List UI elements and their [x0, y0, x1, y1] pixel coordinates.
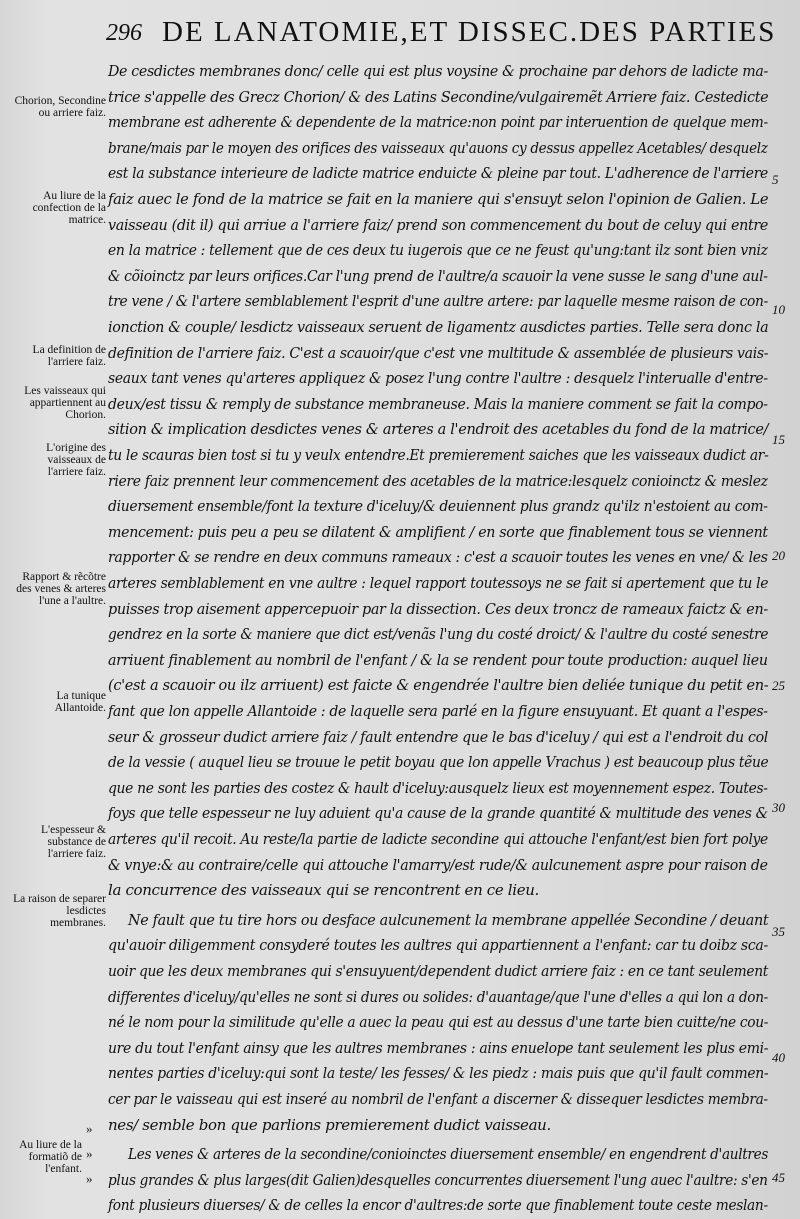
text-line: seaux tant venes qu'arteres appliquez & posez l'ung contre l'aultre : desquelz l'interualle d'entre-	[108, 369, 768, 388]
text-line: nes/ semble bon que parlions premierement dudict vaisseau.	[108, 1115, 551, 1134]
text-line: diuersement ensemble/font la texture d'iceluy/& deuiennent plus grandz qu'ilz n'estoient au com-	[108, 497, 768, 516]
line-number: 10	[772, 302, 785, 317]
line-number: 30	[772, 800, 785, 815]
line-number: 15	[772, 432, 785, 447]
text-line: font plusieurs diuerses/ & de celles la encor d'aultres:de sorte que finablement toute ceste meslan-	[108, 1196, 768, 1215]
text-line: est la substance interieure de ladicte matrice enduicte & pleine par tout. L'adherence de l'arriere	[108, 164, 768, 183]
text-line: ure du tout l'enfant ainsy que les aultres membranes : ains enuelope tant seulement les plus emi-	[108, 1038, 769, 1057]
text-line: trice s'appelle des Grecz Chorion/ & des Latins Secondine/vulgairemẽt Arriere faiz. Cestedicte	[108, 87, 769, 106]
text-line: Les venes & arteres de la secondine/conioinctes diuersement ensemble/ en engendrent d'aultres	[128, 1145, 768, 1164]
text-line: né le nom pour la similitude qu'elle a auec la peau qui est au dessus d'une tarte bien cuitte/ne cou-	[108, 1013, 769, 1032]
text-line: foys que telle espesseur ne luy aduient qu'a cause de la grande quantité & multitude des venes &	[108, 804, 768, 823]
text-line: nentes parties d'iceluy:qui sont la teste/ les fesses/ & les piedz : mais puis que qu'il fault commen-	[108, 1064, 769, 1083]
text-line: & vnye:& au contraire/celle qui attouche l'amarry/est rude/& aulcunement aspre pour raison de	[108, 855, 768, 874]
line-number: 5	[772, 172, 779, 187]
text-line: ionction & couple/ lesdictz vaisseaux seruent de ligamentz ausdictes parties. Telle sera donc la	[108, 318, 769, 336]
text-line: tre vene / & l'artere semblablement l'esprit d'une aultre artere: par laquelle mesme raison de con-	[108, 292, 768, 311]
margin-note: La raison de separer lesdictes membranes.	[13, 893, 106, 929]
text-line: (c'est a scauoir ou ilz arriuent) est faicte & engendrée l'aultre bien deliée tunique du petit en-	[108, 676, 769, 695]
margin-note: Rapport & rẽcõtre des venes & arteres l'une a l'aultre.	[16, 571, 106, 607]
quote-mark: »	[86, 1146, 93, 1161]
text-line: que ne sont les parties des costez & hault d'iceluy:ausquelz lieux est moyennement espez. Toutes-	[108, 778, 768, 797]
text-line: la concurrence des vaisseaux qui se rencontrent en ce lieu.	[108, 881, 539, 900]
margin-note: La definition de l'arriere faiz.	[32, 344, 106, 368]
line-number: 20	[772, 548, 785, 563]
text-line: de la vessie ( auquel lieu se trouue le petit boyau que lon appelle Vrachus ) est beaucoup plus tẽue	[108, 753, 769, 772]
text-line: rapporter & se rendre en deux communs rameaux : c'est a scauoir toutes les venes en vne/ & les	[108, 548, 768, 567]
line-number: 25	[772, 678, 785, 693]
text-line: deux/est tissu & remply de substance membraneuse. Mais la maniere comment se fait la compo-	[108, 394, 768, 413]
margin-note: Les vaisseaux qui appartiennent au Chorion.	[24, 385, 106, 421]
quote-mark: »	[86, 1121, 93, 1136]
text-line: plus grandes & plus larges(dit Galien)desquelles concurrentes diuersement l'ung auec l'aultre: s'en	[108, 1170, 768, 1189]
text-line: tu le scauras bien tost si tu y veulx entendre.Et premierement saiches que les vaisseaux dudict ar-	[108, 446, 769, 464]
page-number: 296	[106, 20, 142, 46]
text-line: seur & grosseur dudict arriere faiz / fault entendre que le bas d'iceluy / qui est a l'endroit du col	[108, 727, 769, 746]
running-title: DE LANATOMIE,ET DISSEC.DES PARTIES	[162, 16, 777, 48]
text-line: membrane est adherente & dependente de la matrice:non point par interuention de quelque mem-	[108, 113, 768, 132]
text-line: vaisseau (dit il) qui arriue a l'arriere faiz/ prend son commencement du bout de celuy qui entre	[108, 215, 769, 234]
margin-note: La tunique Allantoide.	[54, 690, 106, 714]
line-number: 40	[772, 1050, 785, 1065]
text-line: Ne fault que tu tire hors ou desface aulcunement la membrane appellée Secondine / deuant	[128, 910, 769, 929]
quote-mark: »	[86, 1171, 93, 1186]
margin-note: L'origine des vaisseaux de l'arriere faiz.	[46, 442, 106, 478]
margin-note: Au liure de la formatiõ de l'enfant.	[19, 1139, 82, 1175]
text-line: mencement: puis peu a peu se dilatent & amplifient / en sorte que finablement tous se viennent	[108, 522, 768, 541]
margin-note: Au liure de la confection de la matrice.	[32, 190, 106, 226]
line-number: 45	[772, 1170, 785, 1185]
text-line: uoir que les deux membranes qui s'ensuyuent/dependent dudict arriere faiz : en ce tant seulement	[108, 962, 769, 980]
text-line: faiz auec le fond de la matrice se fait en la maniere qui s'ensuyt selon l'opinion de Galien. Le	[108, 190, 769, 208]
text-line: cer par le vaisseau qui est inseré au nombril de l'enfant a discerner & dissequer lesdictes membra-	[108, 1090, 768, 1108]
text-line: puisses trop aisement appercepuoir par la dissection. Ces deux troncz de rameaux faictz & en-	[108, 599, 768, 618]
text-line: arriuent finablement au nombril de l'enfant / & la se rendent pour toute production: auquel lieu	[108, 650, 768, 669]
line-number: 35	[772, 924, 785, 939]
text-line: differentes d'iceluy/qu'elles ne sont si dures ou solides: d'auantage/que l'une d'elles a qui lon a don-	[108, 987, 768, 1006]
text-line: fant que lon appelle Allantoide : de laquelle sera parlé en la figure ensuyuant. Et quant a l'espes-	[108, 702, 768, 720]
text-line: gendrez en la sorte & maniere que dict est/venãs l'ung du costé droict/ & l'aultre du costé senestre	[108, 625, 769, 644]
text-line: en la matrice : tellement que de ces deux tu iugerois que ce ne feust qu'ung:tant ilz sont bien vniz	[108, 241, 768, 260]
text-line: & cõioinctz par leurs orifices.Car l'ung prend de l'aultre/a scauoir la vene susse le sang d'une aul-	[108, 266, 768, 285]
text-line: riere faiz prennent leur commencement des acetables de la matrice:lesquelz conioinctz & meslez	[108, 471, 768, 490]
text-line: De cesdictes membranes donc/ celle qui est plus voysine & prochaine par dehors de ladicte ma-	[108, 62, 768, 80]
text-line: arteres qu'il recoit. Au reste/la partie de ladicte secondine qui attouche l'enfant/est bien fort polye	[108, 830, 768, 848]
text-line: arteres semblablement en vne aultre : lequel rapport toutessoys ne se fait si apertement que tu le	[108, 574, 769, 592]
text-line: definition de l'arriere faiz. C'est a scauoir/que c'est vne multitude & assemblée de plusieurs vais-	[108, 343, 769, 362]
margin-note: L'espesseur & substance de l'arriere faiz.	[41, 824, 106, 860]
margin-note: Chorion, Secondine ou arriere faiz.	[14, 95, 106, 119]
text-line: qu'auoir diligemment consyderé toutes les aultres qui appartiennent a l'enfant: car tu doibz sca-	[108, 936, 768, 955]
text-line: brane/mais par le moyen des orifices des vaisseaux qu'auons cy dessus appellez Acetables/ desquelz	[108, 138, 768, 157]
text-line: sition & implication desdictes venes & arteres a l'endroit des acetables du fond de la matrice/	[108, 420, 769, 439]
